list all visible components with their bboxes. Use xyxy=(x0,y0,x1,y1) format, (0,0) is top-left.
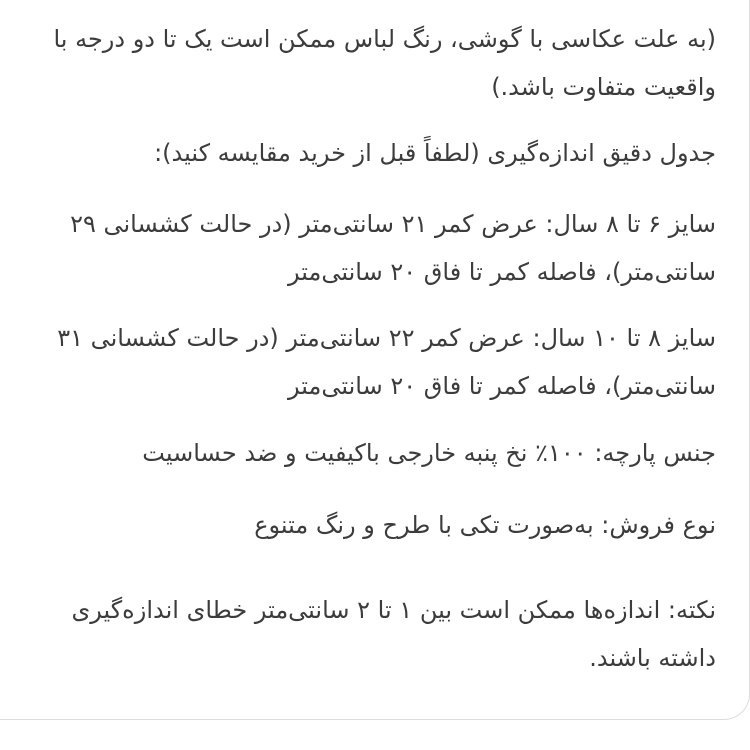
photo-color-note: (به علت عکاسی با گوشی، رنگ لباس ممکن است یک تا دو درجه با واقعیت متفاوت باشد.) xyxy=(53,25,716,101)
size-6-8-measurements: سایز ۶ تا ۸ سال: عرض کمر ۲۱ سانتی‌متر (در حالت کشسانی ۲۹ سانتی‌متر)، فاصله کمر تا فاق ۲۰ سانتی‌متر xyxy=(70,210,716,286)
sale-type: نوع فروش: به‌صورت تکی با طرح و رنگ متنوع xyxy=(254,511,716,539)
measurement-tolerance-note: نکته: اندازه‌ها ممکن است بین ۱ تا ۲ سانتی‌متر خطای اندازه‌گیری داشته باشند. xyxy=(71,596,716,672)
size-table-heading: جدول دقیق اندازه‌گیری (لطفاً قبل از خرید مقایسه کنید): xyxy=(154,139,716,167)
size-8-10-measurements: سایز ۸ تا ۱۰ سال: عرض کمر ۲۲ سانتی‌متر (در حالت کشسانی ۳۱ سانتی‌متر)، فاصله کمر تا فاق ۲۰ سانتی‌متر xyxy=(57,324,716,400)
fabric-material: جنس پارچه: ۱۰۰٪ نخ پنبه خارجی باکیفیت و ضد حساسیت xyxy=(142,439,716,467)
